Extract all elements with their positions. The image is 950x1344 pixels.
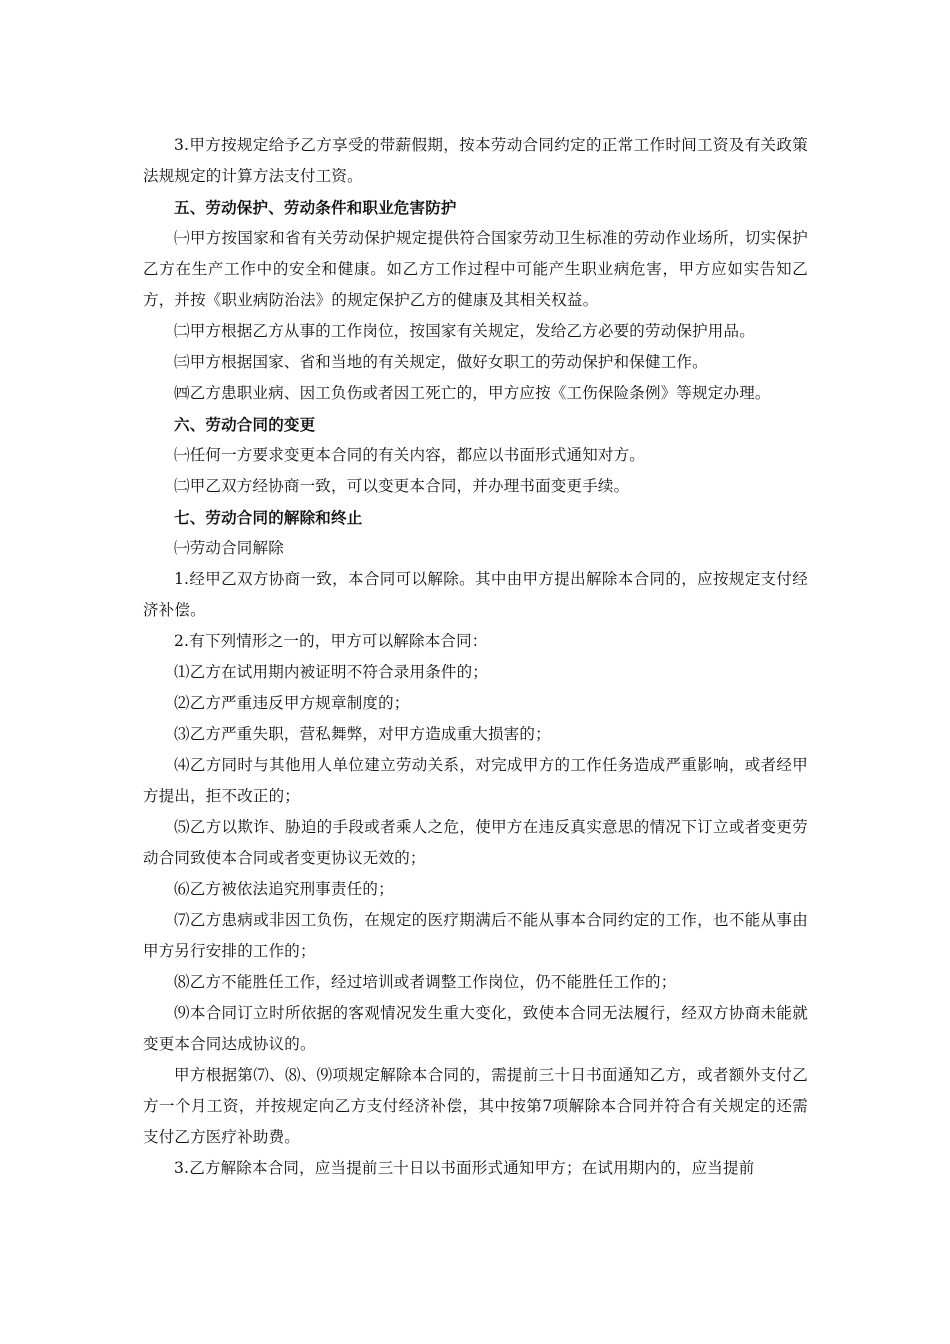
paragraph: ㈠劳动合同解除 [174,539,284,557]
paragraph: 2.有下列情形之一的，甲方可以解除本合同： [174,632,488,650]
list-item: ⑶乙方严重失职，营私舞弊，对甲方造成重大损害的； [174,725,551,743]
paragraph: ㈠任何一方要求变更本合同的有关内容，都应以书面形式通知对方。 [174,446,646,464]
paragraph: 1.经甲乙双方协商一致，本合同可以解除。其中由甲方提出解除本合同的，应按规定支付经济补偿。 [143,570,808,619]
paragraph: ㈠甲方按国家和省有关劳动保护规定提供符合国家劳动卫生标准的劳动作业场所，切实保护乙方在生产工作中的安全和健康。如乙方工作过程中可能产生职业病危害，甲方应如实告知乙方，并按《职业病防治法》的规定保护乙方的健康及其相关权益。 [143,229,808,309]
list-item: ⑵乙方严重违反甲方规章制度的； [174,694,410,712]
list-item: ⑹乙方被依法追究刑事责任的； [174,880,394,898]
document-body [143,130,808,1184]
list-item: ⑸乙方以欺诈、胁迫的手段或者乘人之危，使甲方在违反真实意思的情况下订立或者变更劳动合同致使本合同或者变更协议无效的； [143,818,808,867]
paragraph: ㈢甲方根据国家、省和当地的有关规定，做好女职工的劳动保护和保健工作。 [174,353,708,371]
list-item: ⑼本合同订立时所依据的客观情况发生重大变化，致使本合同无法履行，经双方协商未能就变更本合同达成协议的。 [143,1004,808,1053]
section-heading: 六、劳动合同的变更 [174,415,316,434]
list-item: ⑻乙方不能胜任工作，经过培训或者调整工作岗位，仍不能胜任工作的； [174,973,677,991]
section-heading: 七、劳动合同的解除和终止 [174,508,363,527]
list-item: ⑺乙方患病或非因工负伤，在规定的医疗期满后不能从事本合同约定的工作，也不能从事由甲方另行安排的工作的； [143,911,808,960]
paragraph: 3.乙方解除本合同，应当提前三十日以书面形式通知甲方；在试用期内的，应当提前 [174,1159,755,1177]
list-item: ⑷乙方同时与其他用人单位建立劳动关系，对完成甲方的工作任务造成严重影响，或者经甲方提出，拒不改正的； [143,756,808,805]
paragraph: ㈡甲方根据乙方从事的工作岗位，按国家有关规定，发给乙方必要的劳动保护用品。 [174,322,755,340]
paragraph: ㈣乙方患职业病、因工负伤或者因工死亡的，甲方应按《工伤保险条例》等规定办理。 [174,384,771,402]
paragraph: ㈡甲乙双方经协商一致，可以变更本合同，并办理书面变更手续。 [174,477,630,495]
paragraph: 甲方根据第⑺、⑻、⑼项规定解除本合同的，需提前三十日书面通知乙方，或者额外支付乙方一个月工资，并按规定向乙方支付经济补偿，其中按第7项解除本合同并符合有关规定的还需支付乙方医疗补助费。 [143,1066,808,1146]
section-heading: 五、劳动保护、劳动条件和职业危害防护 [174,198,457,217]
paragraph: 3.甲方按规定给予乙方享受的带薪假期，按本劳动合同约定的正常工作时间工资及有关政策法规规定的计算方法支付工资。 [143,136,808,185]
list-item: ⑴乙方在试用期内被证明不符合录用条件的； [174,663,489,681]
